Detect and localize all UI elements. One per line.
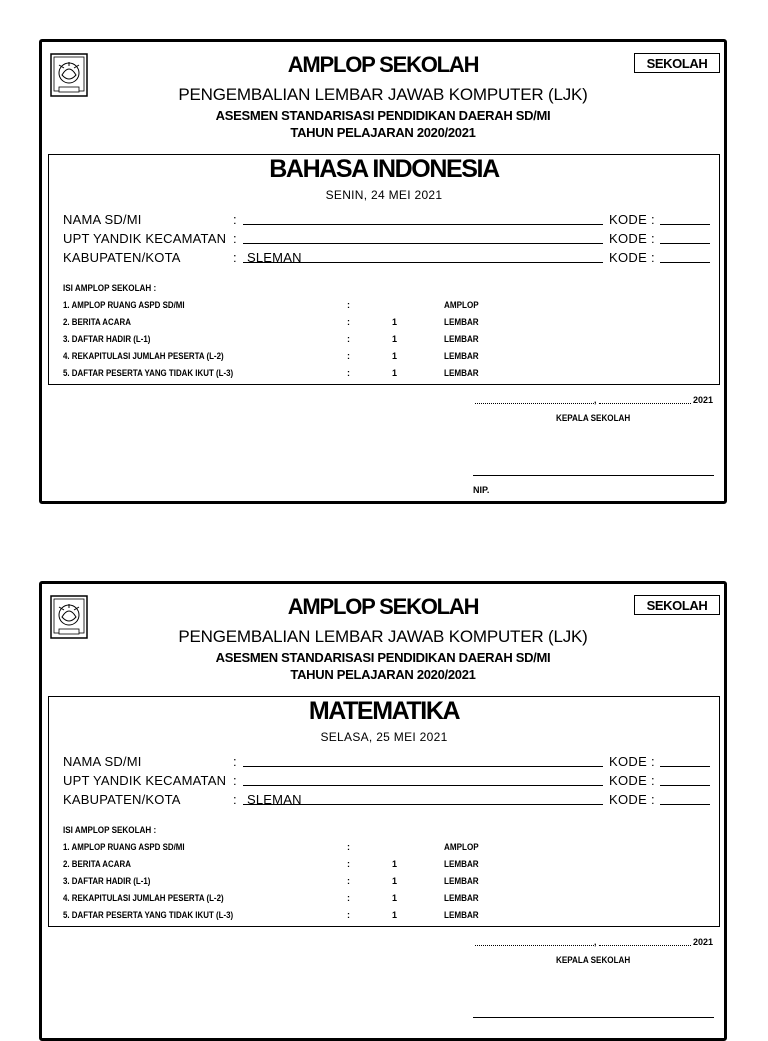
envelope-label-bahasa-indonesia bbox=[39, 39, 727, 504]
signer-role: KEPALA SEKOLAH bbox=[556, 413, 631, 423]
envelope-subtitle: PENGEMBALIAN LEMBAR JAWAB KOMPUTER (LJK) bbox=[178, 85, 588, 104]
exam-date: SELASA, 25 MEI 2021 bbox=[320, 730, 448, 744]
upt-label: UPT YANDIK KECAMATAN bbox=[63, 231, 227, 246]
kode-blank[interactable] bbox=[660, 224, 710, 225]
upt-blank[interactable] bbox=[243, 785, 603, 786]
envelope-title: AMPLOP SEKOLAH bbox=[287, 594, 479, 619]
school-name-blank[interactable] bbox=[243, 766, 603, 767]
assessment-name: ASESMEN STANDARISASI PENDIDIKAN DAERAH SD/MI bbox=[215, 108, 551, 123]
envelope-label-matematika bbox=[39, 581, 727, 1041]
list-item: 2. BERITA ACARA : 1 LEMBAR bbox=[63, 317, 479, 327]
kabupaten-value: SLEMAN bbox=[247, 250, 302, 265]
signature-line[interactable] bbox=[473, 475, 714, 476]
envelope-subtitle: PENGEMBALIAN LEMBAR JAWAB KOMPUTER (LJK) bbox=[178, 627, 588, 646]
list-item: 2. BERITA ACARA : 1 LEMBAR bbox=[63, 859, 479, 869]
academic-year: TAHUN PELAJARAN 2020/2021 bbox=[290, 125, 476, 140]
kode-label: KODE : bbox=[609, 231, 655, 246]
school-name-label: NAMA SD/MI bbox=[63, 212, 142, 227]
list-item: 3. DAFTAR HADIR (L-1) : 1 LEMBAR bbox=[63, 334, 479, 344]
kode-label: KODE : bbox=[609, 773, 655, 788]
upt-row bbox=[63, 231, 703, 247]
place-blank[interactable] bbox=[475, 945, 594, 946]
colon: : bbox=[233, 250, 237, 265]
signature-line[interactable] bbox=[473, 1017, 714, 1018]
school-name-row bbox=[63, 754, 703, 770]
list-item: 3. DAFTAR HADIR (L-1) : 1 LEMBAR bbox=[63, 876, 479, 886]
place-blank[interactable] bbox=[475, 403, 594, 404]
school-name-blank[interactable] bbox=[243, 224, 603, 225]
details-box bbox=[48, 154, 720, 385]
signature-place-date: , 2021 bbox=[475, 937, 715, 949]
nip-label: NIP. bbox=[473, 485, 490, 495]
kode-blank[interactable] bbox=[660, 262, 710, 263]
kode-label: KODE : bbox=[609, 792, 655, 807]
kabupaten-label: KABUPATEN/KOTA bbox=[63, 792, 181, 807]
exam-date: SENIN, 24 MEI 2021 bbox=[325, 188, 443, 202]
stamp-box: SEKOLAH bbox=[634, 595, 720, 615]
date-blank[interactable] bbox=[599, 403, 691, 404]
assessment-name: ASESMEN STANDARISASI PENDIDIKAN DAERAH SD/MI bbox=[215, 650, 551, 665]
kode-blank[interactable] bbox=[660, 243, 710, 244]
kabupaten-row bbox=[63, 250, 703, 266]
colon: : bbox=[233, 231, 237, 246]
kode-label: KODE : bbox=[609, 754, 655, 769]
stamp-box: SEKOLAH bbox=[634, 53, 720, 73]
date-blank[interactable] bbox=[599, 945, 691, 946]
academic-year: TAHUN PELAJARAN 2020/2021 bbox=[290, 667, 476, 682]
subject-title: MATEMATIKA bbox=[308, 697, 460, 725]
signer-role: KEPALA SEKOLAH bbox=[556, 955, 631, 965]
list-item: 5. DAFTAR PESERTA YANG TIDAK IKUT (L-3) : 1 LEMBAR bbox=[63, 368, 479, 378]
list-item: 1. AMPLOP RUANG ASPD SD/MI : AMPLOP bbox=[63, 842, 479, 852]
envelope-title: AMPLOP SEKOLAH bbox=[287, 52, 479, 77]
colon: : bbox=[233, 773, 237, 788]
upt-blank[interactable] bbox=[243, 243, 603, 244]
kabupaten-row bbox=[63, 792, 703, 808]
colon: : bbox=[233, 754, 237, 769]
list-item: 4. REKAPITULASI JUMLAH PESERTA (L-2) : 1 LEMBAR bbox=[63, 893, 479, 903]
colon: : bbox=[233, 792, 237, 807]
kode-blank[interactable] bbox=[660, 804, 710, 805]
contents-heading: ISI AMPLOP SEKOLAH : bbox=[63, 283, 157, 293]
upt-row bbox=[63, 773, 703, 789]
list-item: 1. AMPLOP RUANG ASPD SD/MI : AMPLOP bbox=[63, 300, 479, 310]
kode-blank[interactable] bbox=[660, 766, 710, 767]
kabupaten-label: KABUPATEN/KOTA bbox=[63, 250, 181, 265]
subject-title: BAHASA INDONESIA bbox=[269, 155, 499, 183]
kode-label: KODE : bbox=[609, 250, 655, 265]
signature-place-date: , 2021 bbox=[475, 395, 715, 407]
signature-year: 2021 bbox=[693, 395, 714, 405]
colon: : bbox=[233, 212, 237, 227]
list-item: 5. DAFTAR PESERTA YANG TIDAK IKUT (L-3) : 1 LEMBAR bbox=[63, 910, 479, 920]
school-name-row bbox=[63, 212, 703, 228]
kabupaten-value: SLEMAN bbox=[247, 792, 302, 807]
list-item: 4. REKAPITULASI JUMLAH PESERTA (L-2) : 1 LEMBAR bbox=[63, 351, 479, 361]
kode-blank[interactable] bbox=[660, 785, 710, 786]
contents-heading: ISI AMPLOP SEKOLAH : bbox=[63, 825, 157, 835]
upt-label: UPT YANDIK KECAMATAN bbox=[63, 773, 227, 788]
school-name-label: NAMA SD/MI bbox=[63, 754, 142, 769]
kode-label: KODE : bbox=[609, 212, 655, 227]
signature-year: 2021 bbox=[693, 937, 714, 947]
details-box bbox=[48, 696, 720, 927]
